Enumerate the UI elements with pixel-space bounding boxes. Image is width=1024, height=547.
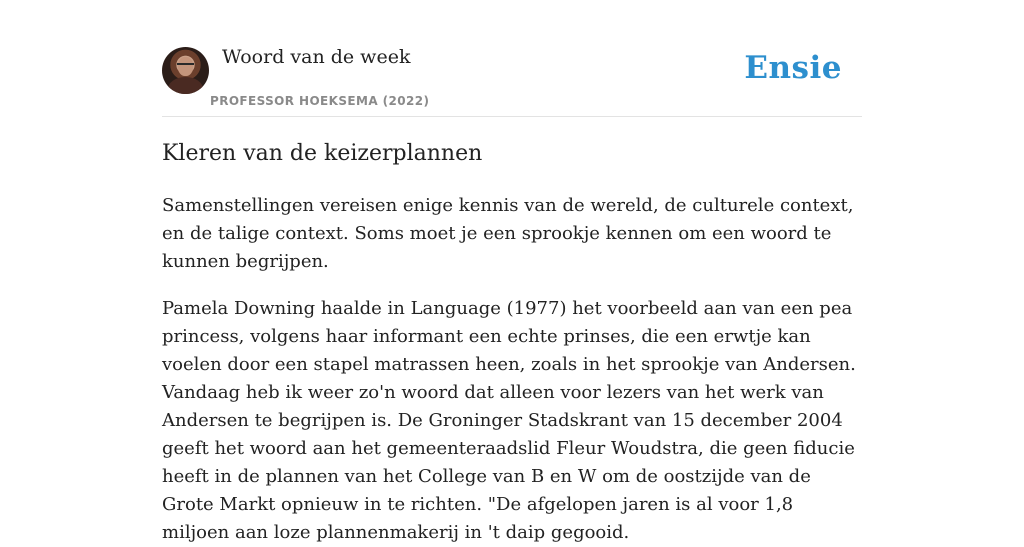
article-header	[162, 0, 862, 117]
author-byline[interactable]: PROFESSOR HOEKSEMA (2022)	[210, 94, 430, 108]
article-container	[162, 0, 862, 543]
avatar-glasses	[177, 63, 194, 68]
article-paragraph-1: Samenstellingen vereisen enige kennis van de wereld, de culturele context, en de talige context. Soms moet je een sprookje kennen om een woord te kunnen begrijpen.	[162, 195, 854, 272]
article-paragraph-2: Pamela Downing haalde in Language (1977) het voorbeeld aan van een pea princess, volgens haar informant een echte prinses, die een erwtje kan voelen door een stapel matrassen heen, zoals in het sprookje van Andersen. Vandaag heb ik weer zo'n woord dat alleen voor lezers van het werk van Andersen te begrijpen is. De Groninger Stadskrant van 15 december 2004 geeft het woord aan het gemeenteraadslid Fleur Woudstra, die geen fiducie heeft in de plannen van het College van B en W om de oostzijde van de Grote Markt opnieuw in te richten. "De afgelopen jaren is al voor 1,8 miljoen aan loze plannenmakerij in 't daip gegooid.	[162, 298, 856, 543]
article-title: Kleren van de keizerplannen	[162, 141, 483, 166]
avatar-shoulders	[168, 77, 203, 94]
author-avatar[interactable]	[162, 47, 209, 94]
brand-logo[interactable]: Ensie	[744, 50, 842, 86]
series-title[interactable]: Woord van de week	[222, 46, 411, 68]
